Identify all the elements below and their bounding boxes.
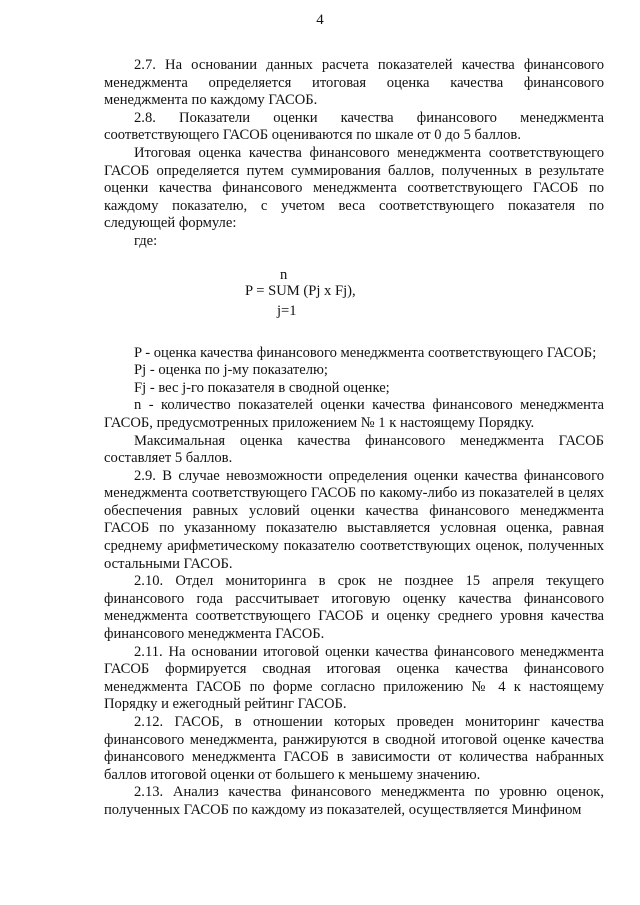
paragraph-2-13: 2.13. Анализ качества финансового менеджмента по уровню оценок, полученных ГАСОБ по каждому из показателей, осуществляется Минфином bbox=[104, 784, 604, 818]
paragraph-where: где: bbox=[134, 232, 158, 249]
document-body bbox=[104, 57, 604, 820]
paragraph-final-score: Итоговая оценка качества финансового менеджмента соответствующего ГАСОБ определяется путем суммирования баллов, полученных в результате оценки качества финансового менеджмента соответствующего ГАСОБ по каждому показателю, с учетом веса соответствующего показателя по следующей формуле: bbox=[104, 144, 604, 232]
paragraph-2-7: 2.7. На основании данных расчета показателей качества финансового менеджмента определяется итоговая оценка качества финансового менеджмента по каждому ГАСОБ. bbox=[104, 57, 604, 109]
page-number: 4 bbox=[316, 12, 324, 28]
paragraph-2-8: 2.8. Показатели оценки качества финансового менеджмента соответствующего ГАСОБ оцениваются по шкале от 0 до 5 баллов. bbox=[104, 109, 604, 144]
definition-n: n - количество показателей оценки качества финансового менеджмента ГАСОБ, предусмотренных приложением № 1 к настоящему Порядку. bbox=[104, 397, 604, 431]
definition-pj: Pj - оценка по j-му показателю; bbox=[134, 362, 328, 379]
paragraph-2-12: 2.12. ГАСОБ, в отношении которых проведен мониторинг качества финансового менеджмента, ранжируются в сводной итоговой оценке качества финансового менеджмента ГАСОБ в зависимости от количества набранных баллов итоговой оценки от большего к меньшему значению. bbox=[104, 714, 604, 783]
formula-upper-limit: n bbox=[280, 266, 288, 283]
definition-p: P - оценка качества финансового менеджмента соответствующего ГАСОБ; bbox=[134, 344, 597, 361]
paragraph-2-11: 2.11. На основании итоговой оценки качества финансового менеджмента ГАСОБ формируется сводная итоговая оценка качества финансового менеджмента ГАСОБ по форме согласно приложению № 4 к настоящему Порядку и ежегодный рейтинг ГАСОБ. bbox=[104, 643, 604, 713]
paragraph-2-9: 2.9. В случае невозможности определения оценки качества финансового менеджмента соответствующего ГАСОБ по какому-либо из показателей в целях обеспечения равных условий оценки качества финансового менеджмента ГАСОБ по указанному показателю выставляется условная оценка, равная среднему арифметическому показателю соответствующих оценок, полученных остальными ГАСОБ. bbox=[104, 467, 604, 572]
formula-lower-limit: j=1 bbox=[277, 302, 297, 319]
paragraph-2-10: 2.10. Отдел мониторинга в срок не позднее 15 апреля текущего финансового года рассчитывает итоговую оценку качества финансового менеджмента соответствующего ГАСОБ и оценку среднего уровня качества финансового менеджмента ГАСОБ. bbox=[104, 573, 604, 643]
paragraph-max-score: Максимальная оценка качества финансового менеджмента ГАСОБ составляет 5 баллов. bbox=[104, 432, 604, 467]
definition-fj: Fj - вес j-го показателя в сводной оценке; bbox=[134, 379, 390, 396]
formula-main: P = SUM (Pj x Fj), bbox=[245, 282, 356, 299]
formula bbox=[104, 267, 604, 331]
